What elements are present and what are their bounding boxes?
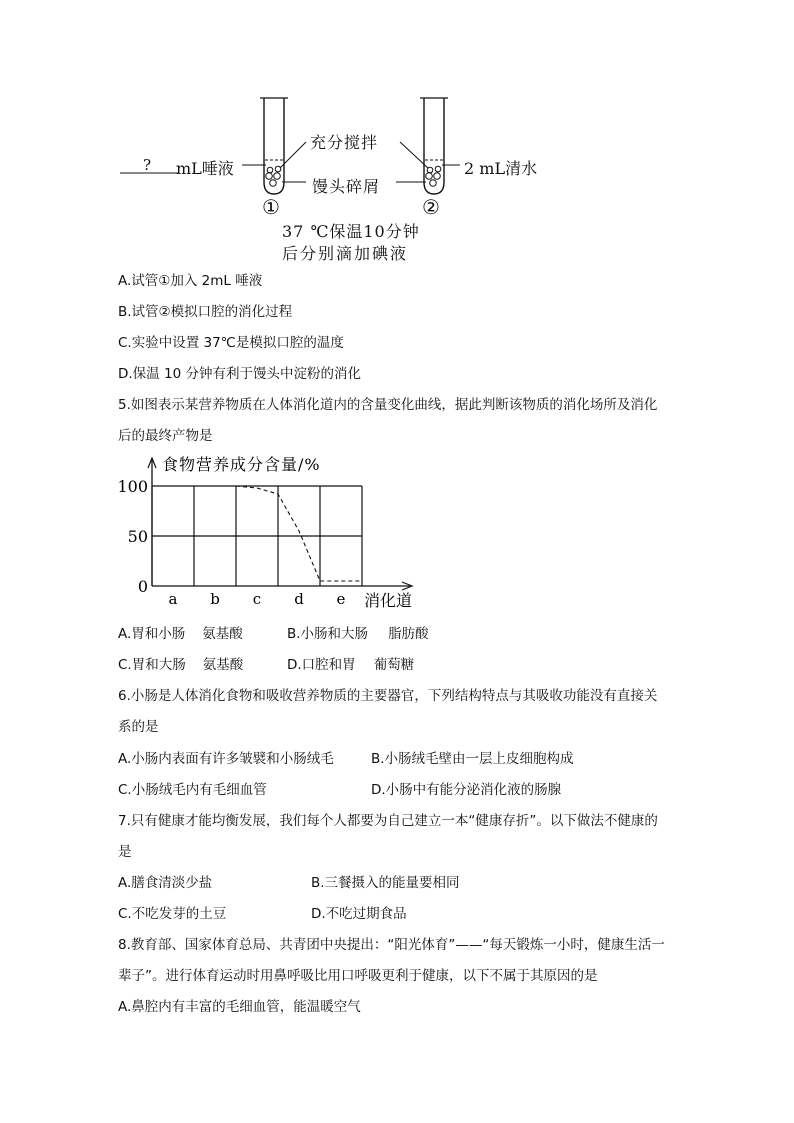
q5-stem-line-2: 后的最终产物是	[118, 428, 213, 444]
q7-stem-line-1: 7.只有健康才能均衡发展，我们每个人都要为自己建立一本“健康存折”。以下做法不健康的	[118, 813, 658, 829]
q8-stem-line-2: 辈子”。进行体育运动时用鼻呼吸比用口呼吸更利于健康，以下不属于其原因的是	[118, 968, 598, 984]
y-tick-label: 100	[117, 477, 148, 496]
x-axis-label: 消化道	[364, 591, 413, 610]
q5-option-d-product: 葡萄糖	[373, 657, 415, 673]
x-category-label: b	[210, 590, 220, 608]
series-line	[236, 486, 362, 581]
figure-caption-line-2: 后分别滴加碘液	[282, 244, 409, 263]
q8-stem-line-1: 8.教育部、国家体育总局、共青团中央提出：“阳光体育”——“每天锻炼一小时，健康生活一	[118, 937, 665, 953]
q5-option-d-label: D.口腔和胃	[287, 657, 356, 673]
q4-option-c: C.实验中设置 37℃是模拟口腔的温度	[118, 335, 344, 351]
q5-option-c-product: 氨基酸	[202, 657, 244, 673]
figure-caption-line-1: 37 ℃保温10分钟	[282, 222, 420, 241]
q7-stem-line-2: 是	[118, 844, 132, 860]
q6-option-c: C.小肠绒毛内有毛细血管	[118, 782, 267, 798]
q8-option-a: A.鼻腔内有丰富的毛细血管，能温暖空气	[118, 999, 361, 1015]
q5-option-a	[118, 626, 243, 642]
q7-option-c: C.不吃发芽的土豆	[118, 906, 227, 922]
bread-crumbs-label: 馒头碎屑	[312, 177, 381, 196]
saliva-label: mL唾液	[176, 159, 234, 178]
q6-option-d: D.小肠中有能分泌消化液的肠腺	[371, 782, 562, 798]
q6-option-a: A.小肠内表面有许多皱襞和小肠绒毛	[118, 751, 334, 767]
test-tube-2	[420, 98, 448, 194]
q5-stem-line-1: 5.如图表示某营养物质在人体消化道内的含量变化曲线，据此判断该物质的消化场所及消化	[118, 397, 658, 413]
x-category-label: a	[168, 590, 178, 608]
x-category-label: d	[294, 590, 304, 608]
stir-label: 充分搅拌	[310, 133, 379, 152]
tube-1-number: ①	[262, 195, 280, 219]
nutrient-content-chart	[110, 450, 440, 610]
tube-2-number: ②	[422, 195, 440, 219]
q6-stem-line-1: 6.小肠是人体消化食物和吸收营养物质的主要器官，下列结构特点与其吸收功能没有直接关	[118, 688, 658, 704]
y-axis-label: 食物营养成分含量/%	[162, 455, 321, 474]
q5-option-d	[287, 657, 414, 673]
q5-option-b-label: B.小肠和大肠	[287, 626, 369, 642]
water-label: 2 mL清水	[464, 159, 538, 178]
q4-option-a: A.试管①加入 2mL 唾液	[118, 273, 263, 289]
blank-question-mark: ?	[143, 156, 152, 174]
q7-option-b: B.三餐摄入的能量要相同	[311, 875, 460, 891]
q5-option-a-product: 氨基酸	[202, 626, 243, 642]
q4-option-d: D.保温 10 分钟有利于馒头中淀粉的消化	[118, 366, 361, 382]
y-tick-label: 50	[127, 527, 148, 546]
y-tick-label: 0	[137, 577, 148, 596]
test-tube-1	[260, 98, 288, 194]
x-category-label: e	[336, 590, 346, 608]
q5-option-a-label: A.胃和小肠	[118, 626, 186, 642]
x-category-label: c	[252, 590, 262, 608]
q7-option-a: A.膳食清淡少盐	[118, 875, 213, 891]
q6-option-b: B.小肠绒毛壁由一层上皮细胞构成	[371, 751, 574, 767]
q5-option-b-product: 脂肪酸	[388, 626, 429, 642]
q5-option-c	[118, 657, 243, 673]
q4-option-b: B.试管②模拟口腔的消化过程	[118, 304, 293, 320]
q7-option-d: D.不吃过期食品	[311, 906, 407, 922]
q6-stem-line-2: 系的是	[118, 719, 159, 735]
q5-option-c-label: C.胃和大肠	[118, 657, 186, 673]
q5-option-b	[287, 626, 429, 642]
